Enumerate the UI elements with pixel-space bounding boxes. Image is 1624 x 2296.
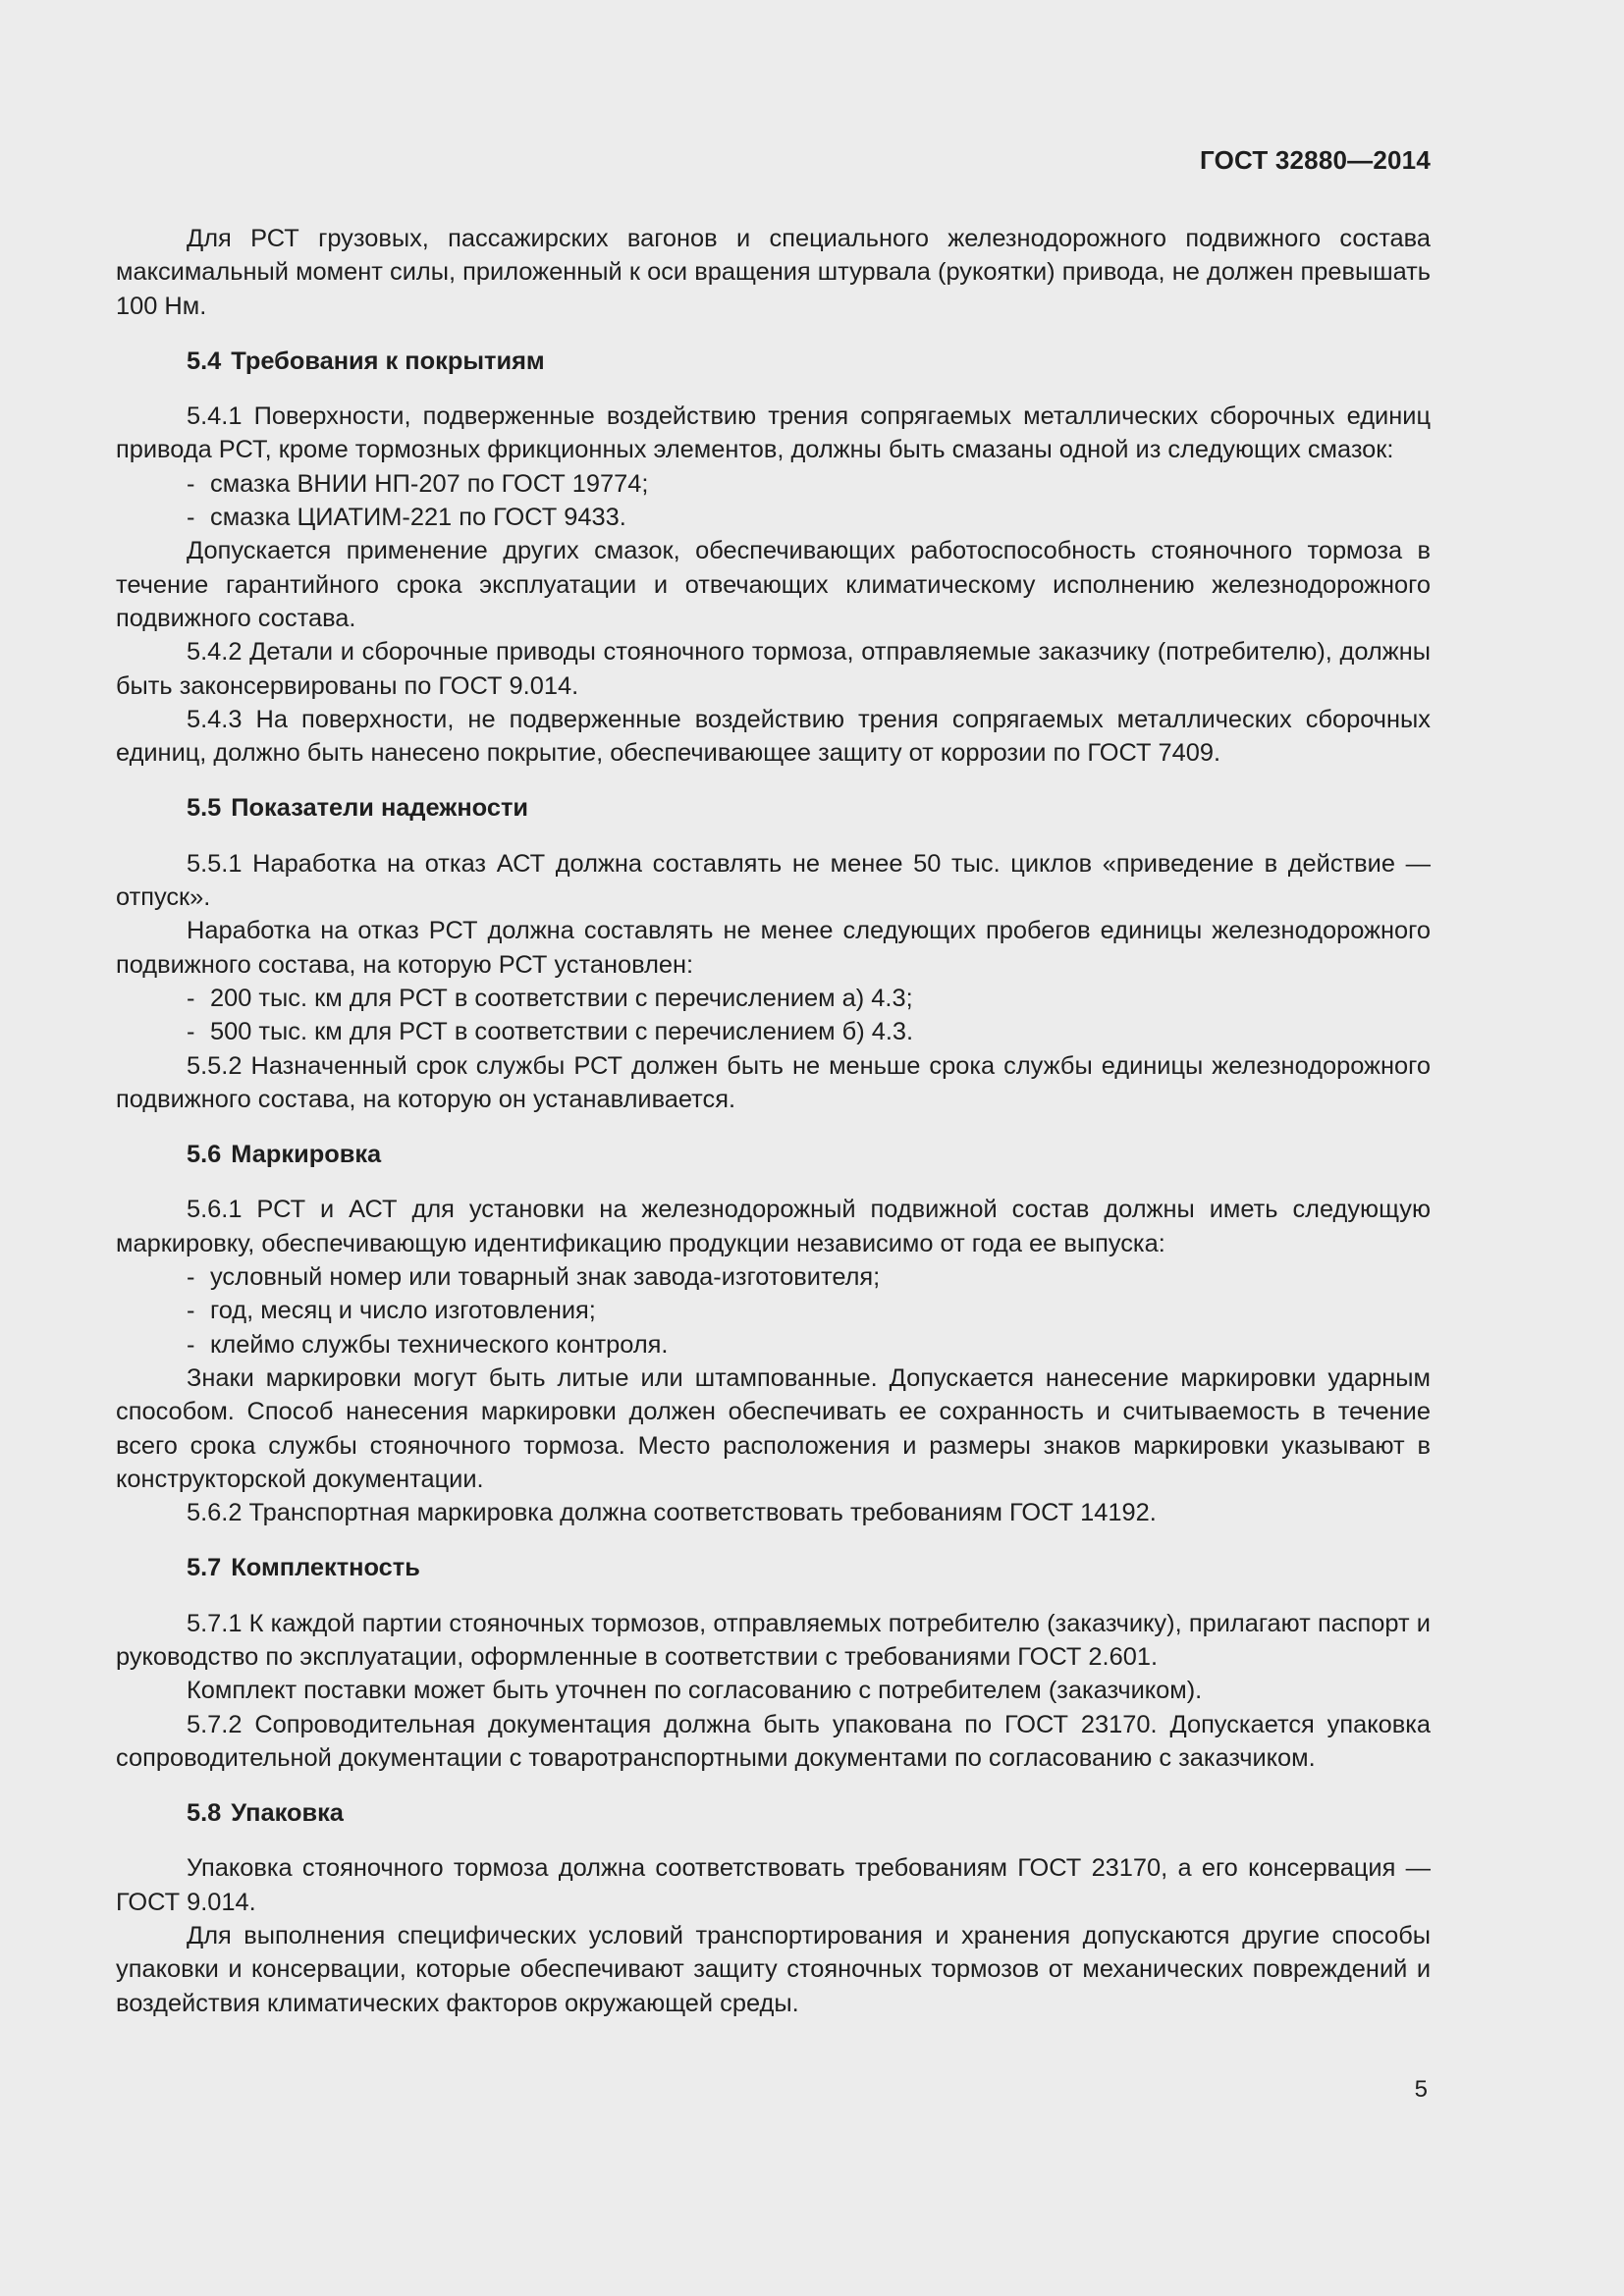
section-number: 5.8 (187, 1799, 222, 1828)
page-number: 5 (1414, 2076, 1428, 2103)
paragraph-intro: Для РСТ грузовых, пассажирских вагонов и специального железнодорожного подвижного состава максимальный момент силы, приложенный к оси вращения штурвала (рукоятки) привода, не должен превышать 100 Нм. (116, 225, 1431, 320)
section-number: 5.6 (187, 1141, 222, 1169)
paragraph-5-5-1-b: Наработка на отказ РСТ должна составлять не менее следующих пробегов единицы железнодорожного подвижного состава, на которую РСТ установлен: (116, 917, 1431, 979)
paragraph-5-7-1-b: Комплект поставки может быть уточнен по согласованию с потребителем (заказчиком). (187, 1677, 1203, 1705)
list-item: - год, месяц и число изготовления; (187, 1297, 596, 1325)
list-item: - 500 тыс. км для РСТ в соответствии с перечислением б) 4.3. (187, 1018, 914, 1046)
list-item: - 200 тыс. км для РСТ в соответствии с перечислением а) 4.3; (187, 984, 913, 1012)
section-heading-5-8 (116, 1796, 1431, 1830)
paragraph-5-4-2: 5.4.2 Детали и сборочные приводы стояночного тормоза, отправляемые заказчику (потребителю), должны быть законсервированы по ГОСТ 9.014. (116, 638, 1431, 700)
document-body (116, 222, 1431, 2020)
list-item: - смазка ЦИАТИМ-221 по ГОСТ 9433. (187, 504, 626, 532)
section-heading-5-6 (116, 1138, 1431, 1171)
section-number: 5.4 (187, 347, 222, 375)
paragraph-5-4-3: 5.4.3 На поверхности, не подверженные воздействию трения сопрягаемых металлических сборочных единиц, должно быть нанесено покрытие, обеспечивающее защиту от коррозии по ГОСТ 7409. (116, 705, 1431, 768)
paragraph-5-5-2: 5.5.2 Назначенный срок службы РСТ должен быть не меньше срока службы единицы железнодорожного подвижного состава, на которую он устанавливается. (116, 1051, 1431, 1113)
section-heading-5-5 (116, 791, 1431, 825)
paragraph-5-6-1-b: Знаки маркировки могут быть литые или штампованные. Допускается нанесение маркировки ударным способом. Способ нанесения маркировки должен обеспечивать ее сохранность и считываемость в течение всего срока службы стояночного тормоза. Место расположения и размеры знаков маркировки указывают в конструкторской документации. (116, 1363, 1431, 1493)
paragraph-5-4-1: 5.4.1 Поверхности, подверженные воздействию трения сопрягаемых металлических сборочных единиц привода РСТ, кроме тормозных фрикционных элементов, должны быть смазаны одной из следующих смазок: (116, 402, 1431, 464)
list-item: - условный номер или товарный знак завода-изготовителя; (187, 1263, 881, 1292)
paragraph-5-5-1: 5.5.1 Наработка на отказ АСТ должна составлять не менее 50 тыс. циклов «приведение в действие — отпуск». (116, 849, 1431, 912)
section-title: Маркировка (231, 1141, 382, 1169)
paragraph-5-6-1: 5.6.1 РСТ и АСТ для установки на железнодорожный подвижной состав должны иметь следующую маркировку, обеспечивающую идентификацию продукции независимо от года ее выпуска: (116, 1196, 1431, 1257)
paragraph-5-7-2: 5.7.2 Сопроводительная документация должна быть упакована по ГОСТ 23170. Допускается упаковка сопроводительной документации с товаротранспортными документами по согласованию с заказчиком. (116, 1710, 1431, 1772)
document-header: ГОСТ 32880—2014 (1200, 145, 1431, 175)
section-title: Требования к покрытиям (231, 347, 545, 375)
section-number: 5.5 (187, 794, 222, 823)
section-number: 5.7 (187, 1554, 222, 1582)
paragraph-5-8-a: Упаковка стояночного тормоза должна соответствовать требованиям ГОСТ 23170, а его консервация — ГОСТ 9.014. (116, 1854, 1431, 1916)
list-item: - смазка ВНИИ НП-207 по ГОСТ 19774; (187, 469, 649, 498)
list-item: - клеймо службы технического контроля. (187, 1330, 669, 1359)
section-title: Показатели надежности (231, 794, 528, 823)
paragraph-5-7-1: 5.7.1 К каждой партии стояночных тормозов, отправляемых потребителю (заказчику), прилагают паспорт и руководство по эксплуатации, оформленные в соответствии с требованиями ГОСТ 2.601. (116, 1609, 1431, 1671)
paragraph-5-4-1-note: Допускается применение других смазок, обеспечивающих работоспособность стояночного тормоза в течение гарантийного срока эксплуатации и отвечающих климатическому исполнению железнодорожного подвижного состава. (116, 537, 1431, 632)
section-heading-5-4 (116, 345, 1431, 378)
paragraph-5-6-2: 5.6.2 Транспортная маркировка должна соответствовать требованиям ГОСТ 14192. (187, 1499, 1157, 1527)
paragraph-5-8-b: Для выполнения специфических условий транспортирования и хранения допускаются другие способы упаковки и консервации, которые обеспечивают защиту стояночных тормозов от механических повреждений и воздействия климатических факторов окружающей среды. (116, 1922, 1431, 2017)
section-heading-5-7 (116, 1551, 1431, 1584)
section-title: Комплектность (231, 1554, 420, 1582)
section-title: Упаковка (231, 1799, 344, 1828)
